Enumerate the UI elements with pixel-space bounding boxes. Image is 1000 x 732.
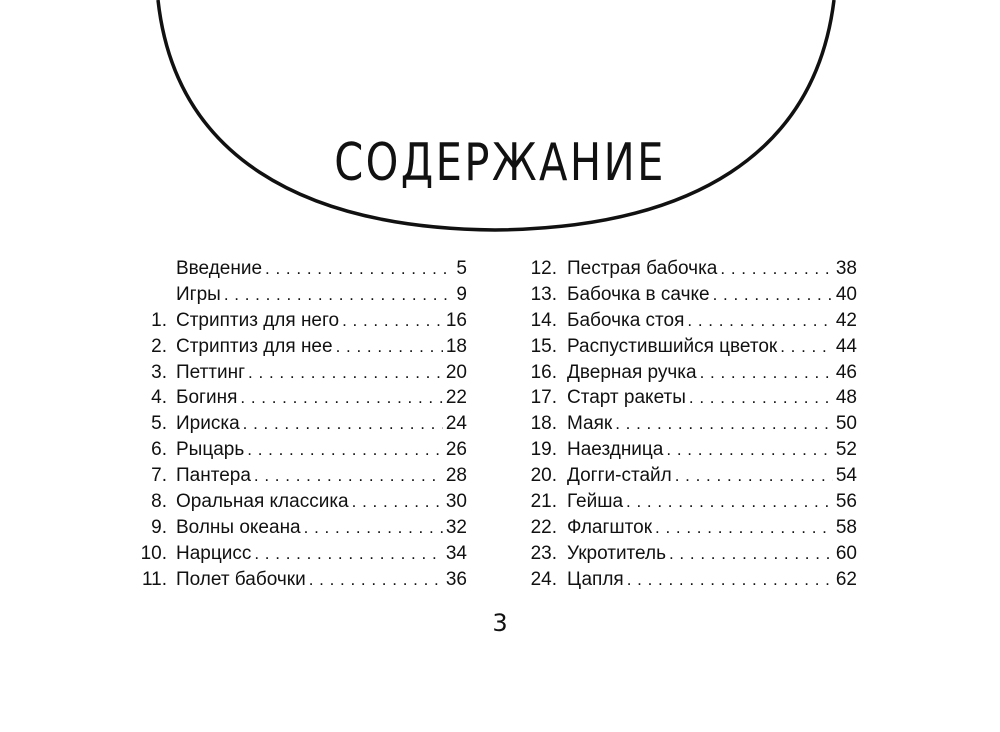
toc-entry-number: 2. — [151, 335, 167, 357]
toc-entry-number: 24. — [530, 568, 557, 590]
toc-entry-page: 30 — [445, 491, 467, 513]
toc-entry-number: 19. — [530, 439, 557, 461]
toc-entry-number: 16. — [530, 361, 557, 383]
toc-entry-number: 9. — [151, 516, 167, 538]
toc-leader-dots — [700, 360, 833, 386]
toc-entry[interactable] — [125, 308, 467, 334]
toc-entry[interactable] — [125, 541, 467, 567]
toc-leader-dots — [627, 567, 833, 593]
toc-leader-dots — [626, 489, 833, 515]
toc-entry-label: Старт ракеты — [567, 387, 686, 409]
toc-entry[interactable] — [512, 515, 857, 541]
toc-entry[interactable] — [125, 282, 467, 308]
toc-entry[interactable] — [512, 411, 857, 437]
toc-leader-dots — [655, 515, 833, 541]
toc-entry-label: Нарцисс — [176, 542, 252, 564]
toc-leader-dots — [615, 411, 833, 437]
toc-entry-label: Рыцарь — [176, 439, 245, 461]
toc-entry-number: 7. — [151, 465, 167, 487]
toc-leader-dots — [224, 282, 454, 308]
toc-entry-label: Дверная ручка — [567, 361, 697, 383]
toc-leader-dots — [720, 256, 832, 282]
toc-entry-page: 44 — [835, 335, 857, 357]
toc-entry-label: Пестрая бабочка — [567, 258, 718, 279]
toc-entry-page: 40 — [835, 283, 857, 305]
toc-entry-number: 20. — [530, 465, 557, 487]
toc-entry-label: Введение — [176, 258, 263, 279]
toc-entry-number: 10. — [140, 542, 167, 564]
toc-entry[interactable] — [512, 437, 857, 463]
toc-entry-label: Наездница — [567, 439, 664, 461]
toc-entry[interactable] — [125, 463, 467, 489]
toc-leader-dots — [713, 282, 833, 308]
toc-leader-dots — [248, 360, 443, 386]
toc-leader-dots — [689, 385, 833, 411]
toc-entry-number: 18. — [530, 413, 557, 435]
toc-leader-dots — [675, 463, 833, 489]
toc-entry-number: 21. — [530, 491, 557, 513]
toc-entry-number: 13. — [530, 283, 557, 305]
toc-entry-number: 22. — [530, 516, 557, 538]
toc-leader-dots — [342, 308, 443, 334]
toc-entry-number: 23. — [530, 542, 557, 564]
toc-entry-page: 24 — [445, 413, 467, 435]
toc-entry[interactable] — [125, 334, 467, 360]
toc-entry-label: Бабочка в сачке — [567, 283, 710, 305]
toc-leader-dots — [780, 334, 833, 360]
toc-entry-number: 4. — [151, 387, 167, 409]
toc-entry[interactable] — [125, 385, 467, 411]
page-number: 3 — [492, 609, 508, 637]
toc-leader-dots — [254, 463, 443, 489]
toc-entry-page: 20 — [445, 361, 467, 383]
toc-leader-dots — [247, 437, 443, 463]
header-arc-decoration — [0, 0, 1000, 240]
toc-entry[interactable] — [125, 411, 467, 437]
toc-entry[interactable] — [125, 567, 467, 593]
toc-entry[interactable] — [512, 541, 857, 567]
toc-entry-label: Волны океана — [176, 516, 301, 538]
toc-entry-number: 3. — [151, 361, 167, 383]
toc-entry-label: Маяк — [567, 413, 613, 435]
toc-leader-dots — [666, 437, 832, 463]
toc-entry-page: 52 — [835, 439, 857, 461]
toc-entry-number: 5. — [151, 413, 167, 435]
toc-entry-page: 50 — [835, 413, 857, 435]
toc-entry-label: Пантера — [176, 465, 251, 487]
toc-entry[interactable] — [512, 385, 857, 411]
page-title: СОДЕРЖАНИЕ — [334, 133, 666, 193]
toc-entry-page: 36 — [445, 568, 467, 590]
toc-entry-label: Гейша — [567, 491, 624, 513]
toc-entry-label: Укротитель — [567, 542, 666, 564]
toc-entry[interactable] — [512, 334, 857, 360]
toc-entry[interactable] — [512, 282, 857, 308]
toc-entry-page: 38 — [835, 258, 857, 279]
toc-leader-dots — [336, 334, 443, 360]
toc-entry-number: 1. — [151, 309, 167, 331]
toc-entry-page: 58 — [835, 516, 857, 538]
toc-leader-dots — [687, 308, 832, 334]
toc-entry[interactable] — [125, 515, 467, 541]
toc-entry-page: 56 — [835, 491, 857, 513]
toc-entry-page: 22 — [445, 387, 467, 409]
toc-leader-dots — [304, 515, 443, 541]
toc-entry-page: 34 — [445, 542, 467, 564]
toc-entry-page: 62 — [835, 568, 857, 590]
toc-entry-label: Полет бабочки — [176, 568, 306, 590]
toc-entry-number: 17. — [530, 387, 557, 409]
toc-entry-page: 48 — [835, 387, 857, 409]
toc-leader-dots — [240, 385, 442, 411]
toc-entry-label: Оральная классика — [176, 491, 349, 513]
toc-leader-dots — [254, 541, 443, 567]
toc-entry-page: 54 — [835, 465, 857, 487]
toc-entry-label: Флагшток — [567, 516, 653, 538]
toc-entry-page: 18 — [445, 335, 467, 357]
toc-entry-label: Распустившийся цветок — [567, 335, 778, 357]
toc-entry[interactable] — [125, 360, 467, 386]
toc-leader-dots — [265, 256, 453, 282]
toc-entry-label: Игры — [176, 283, 221, 305]
toc-entry-label: Бабочка стоя — [567, 309, 685, 331]
toc-entry[interactable] — [512, 360, 857, 386]
toc-entry[interactable] — [512, 308, 857, 334]
toc-entry-label: Ириска — [176, 413, 240, 435]
toc-entry-page: 32 — [445, 516, 467, 538]
toc-right-column — [512, 256, 857, 593]
toc-entry-label: Петтинг — [176, 361, 246, 383]
toc-entry-label: Цапля — [567, 568, 624, 590]
toc-entry-number: 11. — [141, 568, 167, 590]
toc-entry[interactable] — [512, 256, 857, 282]
toc-entry[interactable] — [512, 489, 857, 515]
toc-entry-page: 42 — [835, 309, 857, 331]
toc-entry-page: 26 — [445, 439, 467, 461]
toc-entry-number: 8. — [151, 491, 167, 513]
toc-entry-page: 16 — [445, 309, 467, 331]
toc-entry-label: Богиня — [176, 387, 238, 409]
toc-leader-dots — [352, 489, 443, 515]
toc-leader-dots — [243, 411, 443, 437]
toc-entry-number: 6. — [151, 439, 167, 461]
toc-entry-page: 46 — [835, 361, 857, 383]
toc-entry-page: 60 — [835, 542, 857, 564]
toc-leader-dots — [669, 541, 833, 567]
toc-leader-dots — [309, 567, 443, 593]
toc-entry[interactable] — [512, 463, 857, 489]
toc-entry[interactable] — [512, 567, 857, 593]
toc-left-column — [125, 256, 467, 593]
toc-entry-number: 12. — [530, 258, 557, 279]
toc-entry-number: 15. — [530, 335, 557, 357]
toc-entry-label: Догги-стайл — [567, 465, 672, 487]
toc-entry-number: 14. — [530, 309, 557, 331]
toc-entry[interactable] — [125, 489, 467, 515]
toc-entry-label: Стриптиз для него — [176, 309, 340, 331]
toc-entry-page: 28 — [445, 465, 467, 487]
toc-entry[interactable] — [125, 256, 467, 282]
toc-entry-page: 9 — [456, 283, 467, 305]
toc-entry-label: Стриптиз для нее — [176, 335, 333, 357]
toc-entry-page: 5 — [456, 258, 467, 279]
toc-entry[interactable] — [125, 437, 467, 463]
